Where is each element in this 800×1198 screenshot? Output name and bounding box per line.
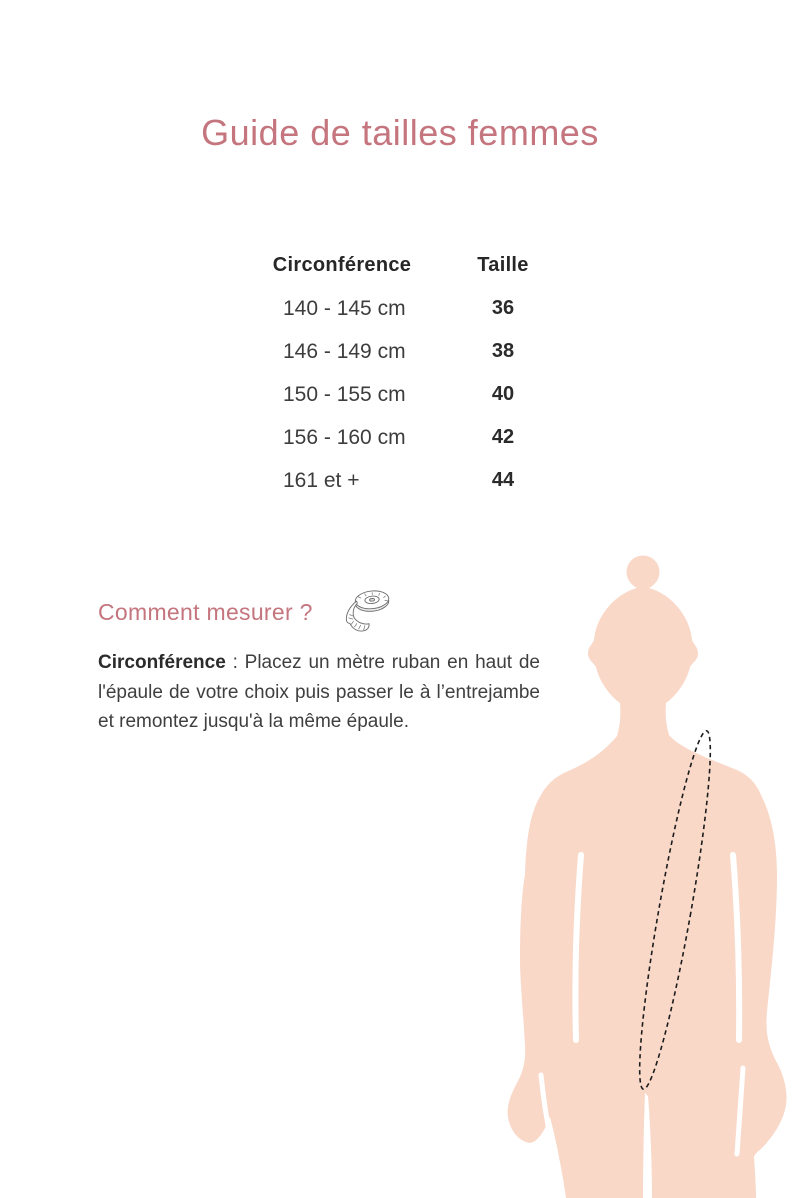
- table-row: [268, 373, 532, 416]
- table-row: [268, 416, 532, 459]
- column-header-size: Taille: [477, 253, 529, 276]
- size-cell: 40: [491, 383, 515, 405]
- size-cell: 38: [491, 340, 515, 362]
- circumference-cell: 161 et +: [283, 468, 360, 492]
- circumference-cell: 140 - 145 cm: [283, 296, 406, 320]
- size-table: [268, 250, 532, 502]
- table-row: [268, 287, 532, 330]
- size-table-header-row: [268, 250, 532, 280]
- measure-section-heading: Comment mesurer ?: [98, 598, 313, 625]
- instruction-text: Placez un mètre ruban en haut de l'épaule de votre choix puis passer le à l’entrejambe et remontez jusqu'à la même épaule.: [98, 652, 540, 732]
- size-cell: 44: [491, 469, 515, 491]
- circumference-cell: 156 - 160 cm: [283, 425, 406, 449]
- instruction-separator: :: [225, 652, 245, 673]
- female-silhouette-figure: [500, 540, 800, 1198]
- table-row: [268, 330, 532, 373]
- measure-instructions: [98, 648, 540, 737]
- measure-section-heading-row: [98, 584, 393, 640]
- table-row: [268, 459, 532, 502]
- size-cell: 42: [491, 426, 515, 448]
- circumference-cell: 150 - 155 cm: [283, 382, 406, 406]
- circumference-cell: 146 - 149 cm: [283, 339, 406, 363]
- silhouette-svg: [500, 540, 800, 1198]
- measuring-tape-icon: [341, 588, 393, 636]
- size-cell: 36: [491, 297, 515, 319]
- page-title: Guide de tailles femmes: [201, 112, 599, 153]
- silhouette-body: [508, 556, 787, 1198]
- instruction-label: Circonférence: [98, 652, 226, 673]
- column-header-circumference: Circonférence: [272, 253, 412, 276]
